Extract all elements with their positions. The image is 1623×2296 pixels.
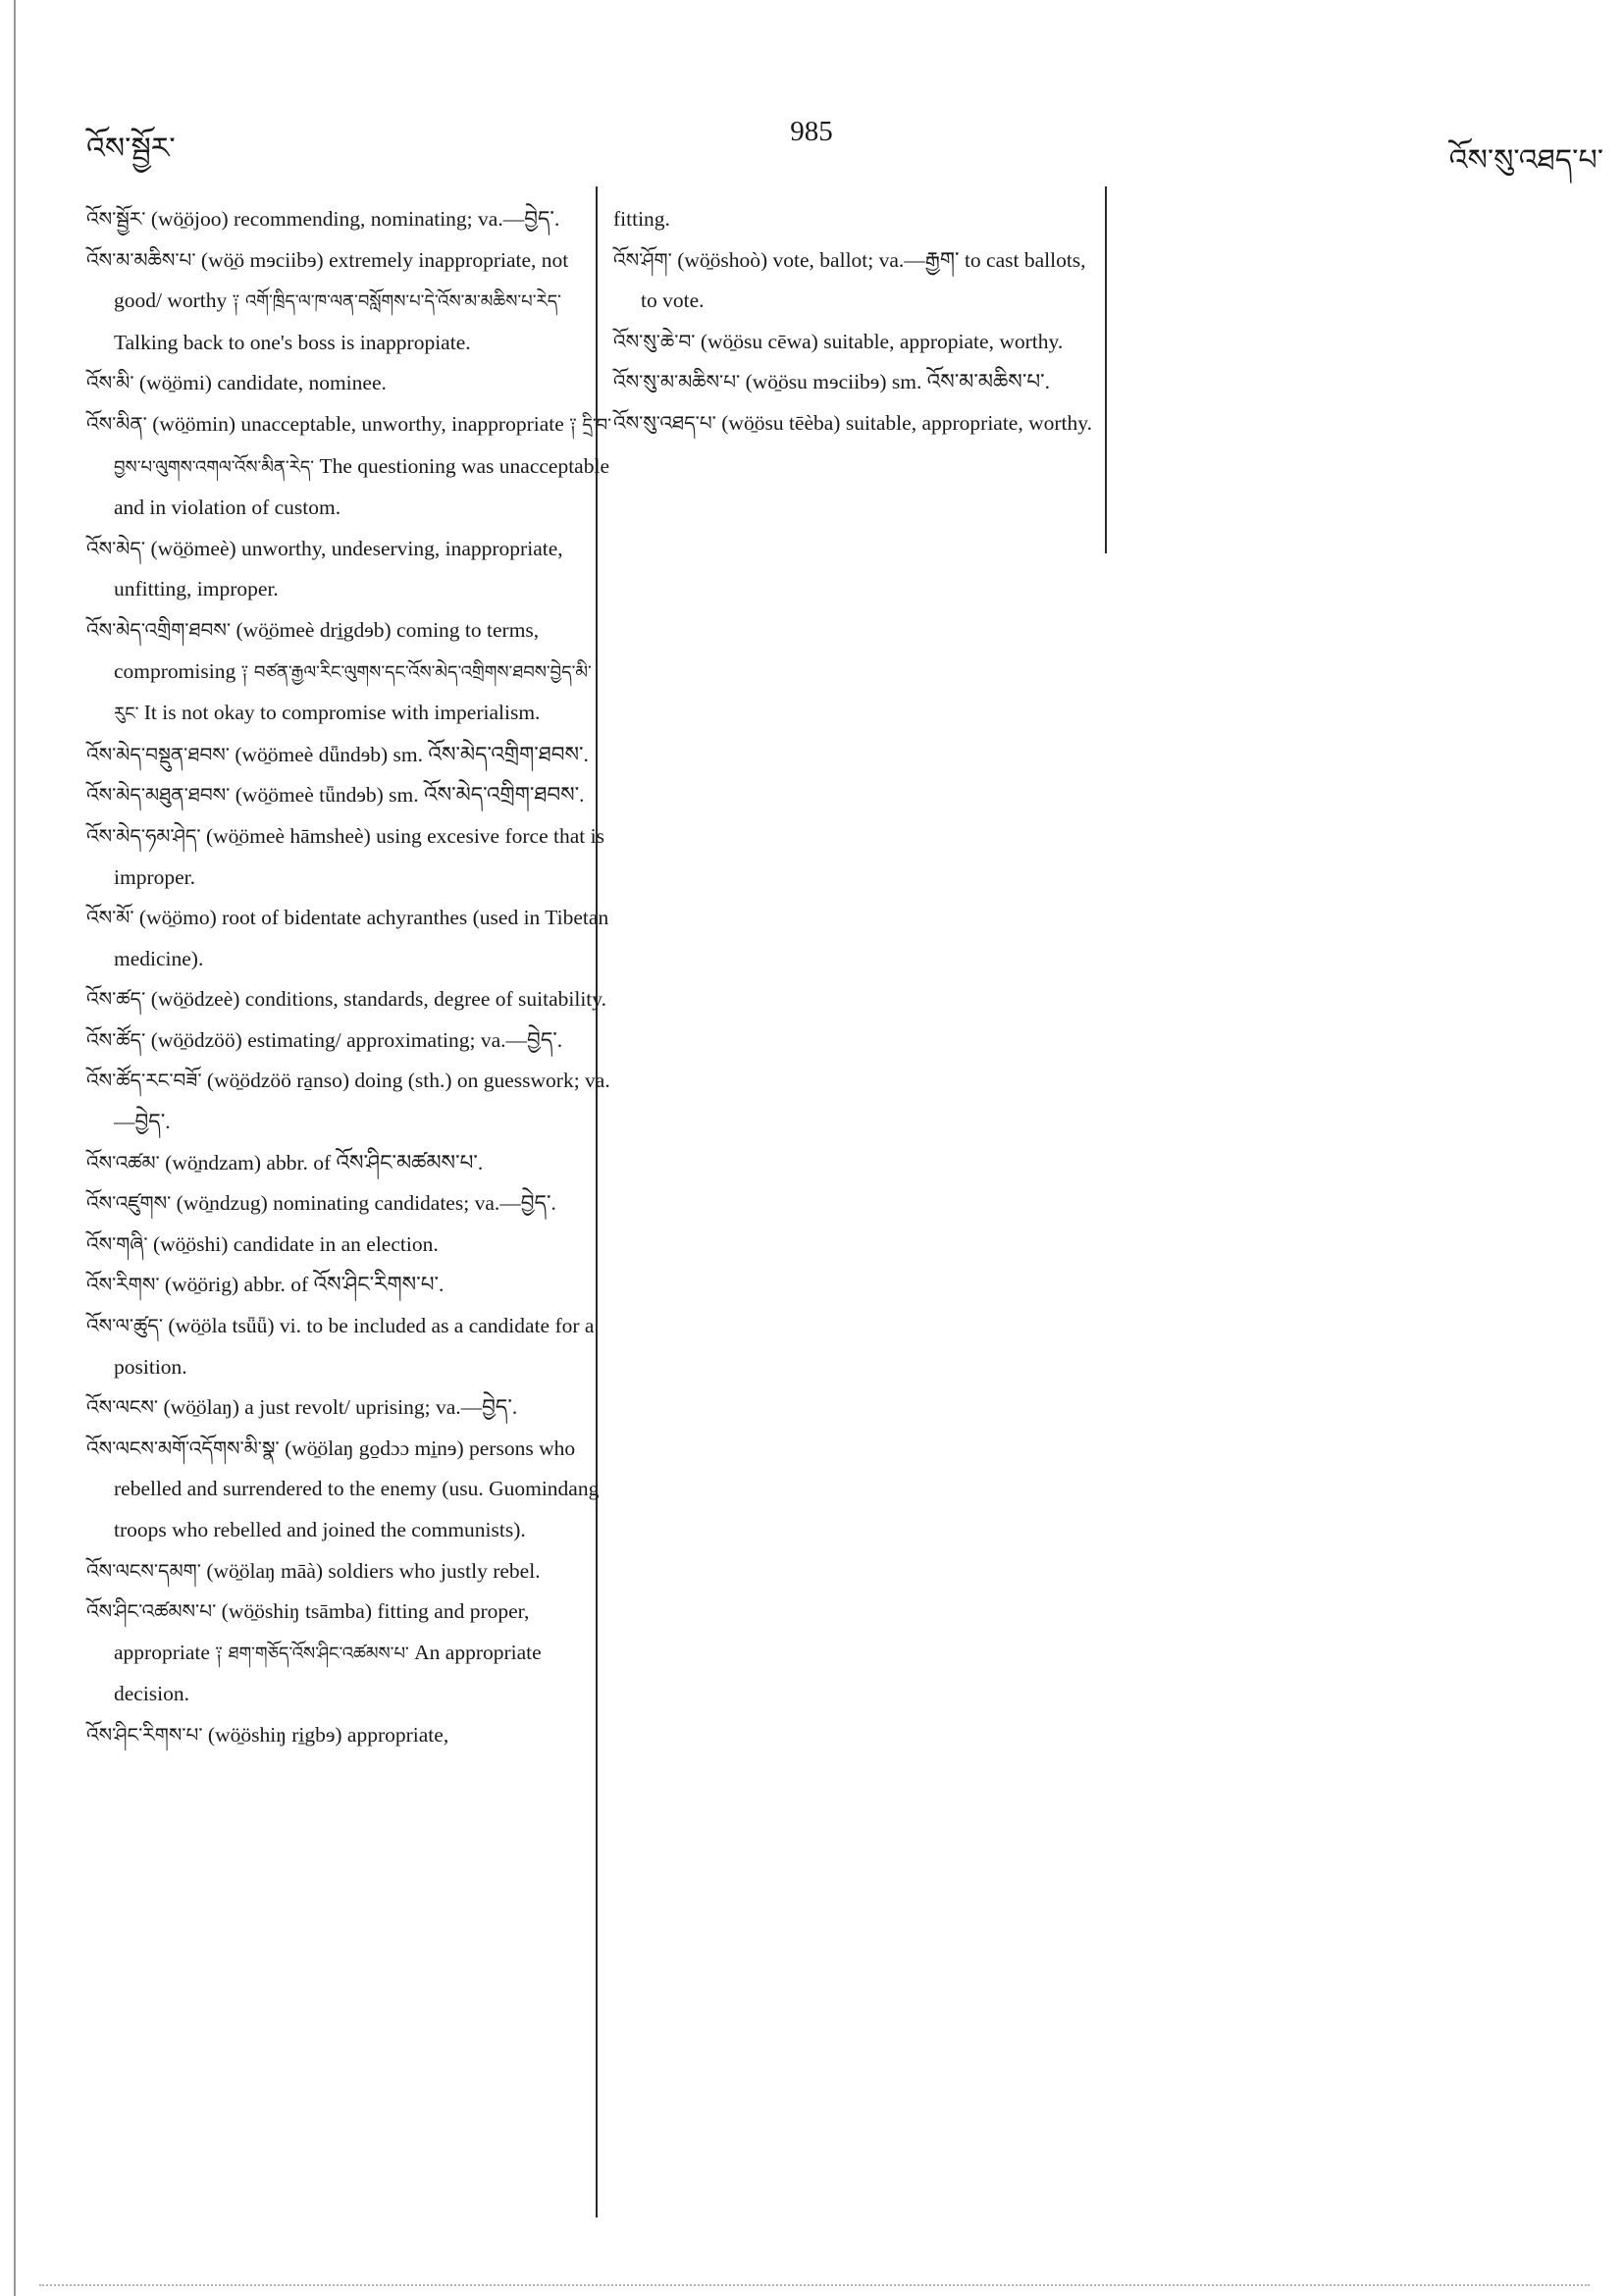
entry-headword: འོས་མ་མཆིས་པ་ <box>86 247 196 272</box>
entry-definition: (wö̱ömi) candidate, nominee. <box>138 371 387 395</box>
entry-headword: འོས་གཞི་ <box>86 1231 148 1256</box>
bottom-scan-artifact <box>39 2284 1590 2286</box>
dictionary-entry <box>86 1020 616 1062</box>
entry-example-translation: An appropriate decision. <box>114 1640 542 1706</box>
entry-headword: འོས་ལངས་དམག་ <box>86 1558 201 1583</box>
entry-headword: འོས་མེད་བསྡུན་ཐབས་ <box>86 742 230 766</box>
dictionary-entry <box>86 363 616 404</box>
entry-definition: (wö̱ölaŋ) a just revolt/ uprising; va.—བྱེད་. <box>163 1395 518 1420</box>
entry-definition: (wö̱öshoò) vote, ballot; va.—རྒྱག་ to cast ballots, to vote. <box>641 247 1086 313</box>
entry-headword: འོས་འཛུགས་ <box>86 1191 172 1216</box>
entry-definition: (wö̱ödzöö ra̱nso) doing (sth.) on guesswork; va.—བྱེད་. <box>114 1069 610 1134</box>
entry-definition: (wö̱öla tsǖǖ) vi. to be included as a candidate for a position. <box>114 1314 595 1379</box>
dictionary-entry <box>86 1225 616 1266</box>
dictionary-entry <box>613 403 1104 444</box>
dictionary-entry <box>86 1306 616 1387</box>
entry-definition: (wö̱ömeè hāmsheè) using excesive force that is improper. <box>114 823 604 889</box>
right-column <box>613 199 1104 444</box>
entry-definition: (wö̱ösu mɘciibɘ) sm. འོས་མ་མཆིས་པ་. <box>745 370 1051 394</box>
entry-example: ༑ འགོ་ཁྲིད་ལ་ཁ་ལན་བསློགས་པ་དེ་འོས་མ་མཆིས་པ་རེད་ <box>232 291 561 313</box>
entry-definition: (wö̱ösu cēwa) suitable, appropiate, worthy. <box>700 329 1064 353</box>
entry-headword: འོས་སྦྱོར་ <box>86 207 146 231</box>
entry-headword: འོས་ཚོད་ <box>86 1027 146 1052</box>
dictionary-entry <box>86 1387 616 1429</box>
entry-example: ༑ དྲི་བ་བྱས་པ་ལུགས་འགལ་འོས་མིན་རེད་ <box>114 414 611 478</box>
dictionary-entry <box>86 529 616 610</box>
entry-definition: (wö̱ömin) unacceptable, unworthy, inappropriate <box>152 411 564 436</box>
entry-definition: (wö̱ödzöö) estimating/ approximating; va.—བྱེད་. <box>150 1027 563 1052</box>
entry-example-translation: It is not okay to compromise with imperialism. <box>143 701 541 725</box>
entry-headword: འོས་རིགས་ <box>86 1273 160 1297</box>
dictionary-entry <box>86 816 616 898</box>
dictionary-entry <box>86 1061 616 1142</box>
dictionary-entry <box>86 1715 616 1756</box>
dictionary-entry <box>86 775 616 816</box>
dictionary-entry <box>86 979 616 1020</box>
entry-headword: འོས་ཚད་ <box>86 987 146 1012</box>
dictionary-entry <box>86 1551 616 1592</box>
entry-headword: འོས་མི་ <box>86 371 134 395</box>
dictionary-entry <box>86 1183 616 1225</box>
entry-definition: (wö̱ömeè tǖndɘb) sm. འོས་མེད་འགྲིག་ཐབས་. <box>235 783 585 808</box>
entry-definition: fitting. <box>613 207 670 231</box>
entry-example: ༑ ཐག་གཅོད་འོས་ཤིང་འཚམས་པ་ <box>215 1643 409 1664</box>
entry-definition: (wö̱ösu tēèba) suitable, appropriate, worthy. <box>721 410 1092 435</box>
entry-headword: འོས་མོ་ <box>86 906 134 930</box>
dictionary-entry <box>86 240 616 364</box>
entry-definition: (wö̱ölaŋ māà) soldiers who justly rebel. <box>206 1558 541 1583</box>
guide-word-right: འོས་སུ་འཐད་པ་ <box>1448 144 1603 177</box>
entry-definition: (wö̱ndzam) abbr. of འོས་ཤིང་མཚམས་པ་. <box>165 1150 484 1174</box>
entry-headword: འོས་ཚོད་རང་བཟོ་ <box>86 1069 202 1093</box>
dictionary-entry <box>86 404 616 529</box>
entry-headword: འོས་ལ་ཚུད་ <box>86 1314 164 1338</box>
entry-headword: འོས་ལངས་མགོ་འདོགས་མི་སྣ་ <box>86 1435 280 1460</box>
entry-definition: (wö̱örig) abbr. of འོས་ཤིང་རིགས་པ་. <box>164 1273 445 1297</box>
entry-headword: འོས་ཤིང་རིགས་པ་ <box>86 1722 203 1747</box>
dictionary-entry <box>86 199 616 240</box>
dictionary-entry <box>613 240 1104 322</box>
entry-definition: (wö̱ömeè dri̱gdɘb) coming to terms, compromising <box>114 617 540 683</box>
entry-example-translation: The questioning was unacceptable and in violation of custom. <box>114 453 609 520</box>
entry-headword: འོས་མེད་ཧམ་ཤེད་ <box>86 823 201 848</box>
left-column <box>86 199 616 1756</box>
dictionary-entry <box>86 1143 616 1184</box>
entry-example-translation: Talking back to one's boss is inappropiate. <box>114 330 471 354</box>
entry-headword: འོས་མེད་ <box>86 536 146 560</box>
dictionary-entry <box>86 1592 616 1715</box>
entry-headword: འོས་ལངས་ <box>86 1395 159 1420</box>
entry-definition: (wö̱ö mɘciibɘ) extremely inappropriate, not good/ worthy <box>114 247 569 313</box>
entry-headword: འོས་སུ་མ་མཆིས་པ་ <box>613 370 741 394</box>
entry-definition: (wö̱ömeè dǖndɘb) sm. འོས་མེད་འགྲིག་ཐབས་. <box>235 742 589 766</box>
entry-headword: འོས་མེད་འགྲིག་ཐབས་ <box>86 617 232 642</box>
entry-headword: འོས་སུ་འཐད་པ་ <box>613 410 716 435</box>
dictionary-entry <box>86 610 616 735</box>
entry-definition: (wö̱ndzug) nominating candidates; va.—བྱེད་. <box>176 1191 556 1216</box>
page-edge-line <box>14 0 16 2296</box>
entry-headword: འོས་མིན་ <box>86 411 147 436</box>
entry-definition: (wö̱ömo) root of bidentate achyranthes (used in Tibetan medicine). <box>114 906 609 970</box>
entry-example: ༑ བཙན་རྒྱལ་རིང་ལུགས་དང་འོས་མེད་འགྲིགས་ཐབས་བྱེད་མི་རུང་ <box>114 661 592 725</box>
dictionary-entry <box>613 362 1104 403</box>
page-number: 985 <box>790 116 833 147</box>
entry-definition: (wö̱ödzeè) conditions, standards, degree of suitability. <box>150 987 607 1012</box>
dictionary-entry <box>86 898 616 979</box>
dictionary-entry <box>86 1265 616 1306</box>
entry-definition: (wö̱öshiŋ ri̱gbɘ) appropriate, <box>207 1722 449 1747</box>
entry-headword: འོས་འཚམ་ <box>86 1150 160 1174</box>
entry-headword: འོས་སུ་ཆེ་བ་ <box>613 329 696 353</box>
entry-definition: (wö̱ölaŋ go̱dɔɔ mi̱nɘ) persons who rebelled and surrendered to the enemy (usu. Guomindang troops who rebelled and joined the communists). <box>114 1435 600 1541</box>
entry-definition: (wö̱öshi) candidate in an election. <box>152 1231 439 1256</box>
right-column-rule <box>1105 186 1107 553</box>
entry-definition: (wö̱ömeè) unworthy, undeserving, inappropriate, unfitting, improper. <box>114 536 563 601</box>
entry-headword: འོས་ཤོག་ <box>613 247 672 272</box>
dictionary-entry <box>86 1429 616 1551</box>
entry-headword: འོས་ཤིང་འཚམས་པ་ <box>86 1599 217 1624</box>
entry-definition: (wö̱öjoo) recommending, nominating; va.—བྱེད་. <box>150 207 560 231</box>
dictionary-entry <box>86 735 616 776</box>
guide-word-left: འོས་སྦྱོར་ <box>86 132 176 165</box>
entry-headword: འོས་མེད་མཐུན་ཐབས་ <box>86 783 231 808</box>
dictionary-entry <box>613 199 1104 240</box>
dictionary-entry <box>613 322 1104 363</box>
entry-definition: (wö̱öshiŋ tsāmba) fitting and proper, appropriate <box>114 1599 530 1664</box>
